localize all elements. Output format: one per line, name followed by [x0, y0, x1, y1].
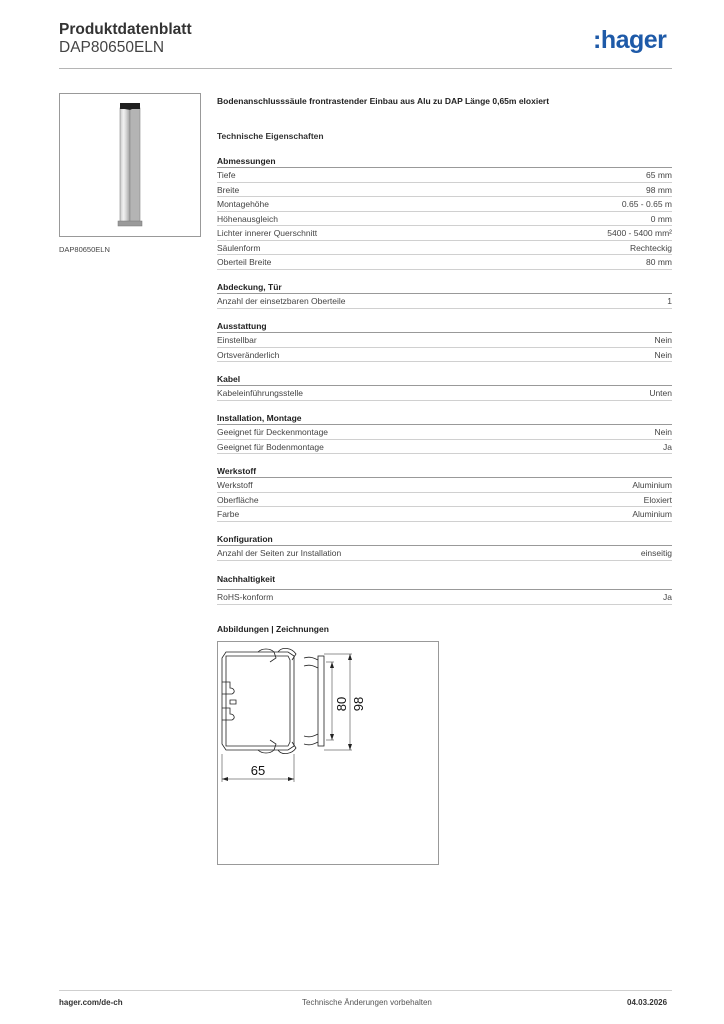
- footer-website-link[interactable]: hager.com/de-ch: [59, 998, 123, 1007]
- section-title: Installation, Montage: [217, 412, 672, 425]
- spec-row: [217, 241, 672, 256]
- technical-drawing: [217, 641, 439, 865]
- footer-divider: [59, 990, 672, 991]
- spec-value: 0 mm: [650, 213, 672, 224]
- spec-value: Aluminium: [632, 480, 672, 490]
- section-ausstattung: [217, 320, 672, 362]
- spec-value: 98 mm: [646, 184, 672, 195]
- spec-label: Kabeleinführungsstelle: [217, 388, 304, 398]
- spec-value: 5400 - 5400 mm²: [607, 228, 672, 238]
- spec-value: 1: [667, 296, 672, 306]
- header-divider: [59, 68, 672, 69]
- spec-row: [217, 440, 672, 455]
- spec-value: einseitig: [640, 548, 672, 558]
- dimension-inner-height: 80: [334, 696, 349, 712]
- cross-section-drawing: [218, 642, 438, 864]
- spec-value: Nein: [654, 427, 672, 437]
- spec-row: [217, 212, 672, 227]
- spec-label: Anzahl der Seiten zur Installation: [217, 548, 342, 558]
- spec-value: Ja: [663, 592, 672, 602]
- spec-label: Lichter innerer Querschnitt: [217, 228, 318, 238]
- spec-value: Rechteckig: [629, 242, 672, 253]
- spec-value: Nein: [654, 335, 672, 345]
- spec-label: Ortsveränderlich: [217, 349, 280, 360]
- technical-properties-heading: Technische Eigenschaften: [217, 131, 324, 141]
- spec-label: Oberfläche: [217, 494, 259, 505]
- spec-row: [217, 183, 672, 198]
- spec-value: Aluminium: [632, 509, 672, 519]
- section-title: Nachhaltigkeit: [217, 574, 276, 584]
- spec-label: Breite: [217, 184, 240, 195]
- product-image: [59, 93, 201, 237]
- spec-row: [217, 226, 672, 241]
- product-description: Bodenanschlusssäule frontrastender Einbau aus Alu zu DAP Länge 0,65m eloxiert: [217, 96, 550, 106]
- section-kabel: [217, 373, 672, 401]
- spec-label: RoHS-konform: [217, 592, 274, 602]
- spec-row: [217, 507, 672, 522]
- section-title: Konfiguration: [217, 533, 672, 546]
- spec-label: Geeignet für Bodenmontage: [217, 441, 324, 452]
- spec-row: [217, 425, 672, 440]
- page-title: Produktdatenblatt: [59, 21, 192, 38]
- spec-label: Farbe: [217, 509, 240, 519]
- spec-label: Montagehöhe: [217, 199, 269, 209]
- spec-row: [217, 197, 672, 212]
- dimension-outer-height: 98: [351, 696, 366, 712]
- spec-label: Anzahl der einsetzbaren Oberteile: [217, 296, 346, 306]
- spec-row: [217, 546, 672, 561]
- section-installation: [217, 412, 672, 454]
- spec-row: [217, 348, 672, 363]
- spec-value: Ja: [663, 441, 672, 452]
- spec-label: Höhenausgleich: [217, 213, 278, 224]
- spec-value: 80 mm: [646, 257, 672, 267]
- footer-date: 04.03.2026: [627, 998, 668, 1007]
- spec-value: 65 mm: [646, 170, 672, 180]
- spec-label: Werkstoff: [217, 480, 253, 490]
- drawings-heading: Abbildungen | Zeichnungen: [217, 624, 329, 634]
- image-caption: DAP80650ELN: [59, 245, 110, 254]
- spec-value: 0.65 - 0.65 m: [621, 199, 672, 209]
- spec-label: Geeignet für Deckenmontage: [217, 427, 329, 437]
- hager-logo[interactable]: :hager: [593, 26, 667, 54]
- spec-row: [217, 493, 672, 508]
- section-konfiguration: [217, 533, 672, 561]
- spec-row: [217, 590, 672, 605]
- spec-value: Unten: [649, 388, 672, 398]
- dimension-width: 65: [250, 763, 266, 778]
- product-code: DAP80650ELN: [59, 39, 165, 56]
- spec-row: [217, 168, 672, 183]
- spec-row: [217, 255, 672, 270]
- spec-row: [217, 386, 672, 401]
- section-title: Abmessungen: [217, 155, 672, 168]
- spec-row: [217, 478, 672, 493]
- section-title: Ausstattung: [217, 320, 672, 333]
- section-abdeckung: [217, 281, 672, 309]
- spec-value: Nein: [654, 349, 672, 360]
- floor-column-illustration: [60, 94, 200, 236]
- spec-label: Oberteil Breite: [217, 257, 272, 267]
- spec-label: Säulenform: [217, 242, 261, 253]
- spec-value: Eloxiert: [643, 494, 672, 505]
- spec-row: [217, 294, 672, 309]
- section-title: Werkstoff: [217, 465, 672, 478]
- section-nachhaltigkeit: [217, 573, 672, 605]
- spec-label: Einstellbar: [217, 335, 257, 345]
- spec-label: Tiefe: [217, 170, 236, 180]
- section-title: Kabel: [217, 373, 672, 386]
- section-abmessungen: [217, 155, 672, 270]
- section-title: Abdeckung, Tür: [217, 281, 672, 294]
- section-werkstoff: [217, 465, 672, 522]
- footer-disclaimer: Technische Änderungen vorbehalten: [302, 998, 432, 1007]
- spec-row: [217, 333, 672, 348]
